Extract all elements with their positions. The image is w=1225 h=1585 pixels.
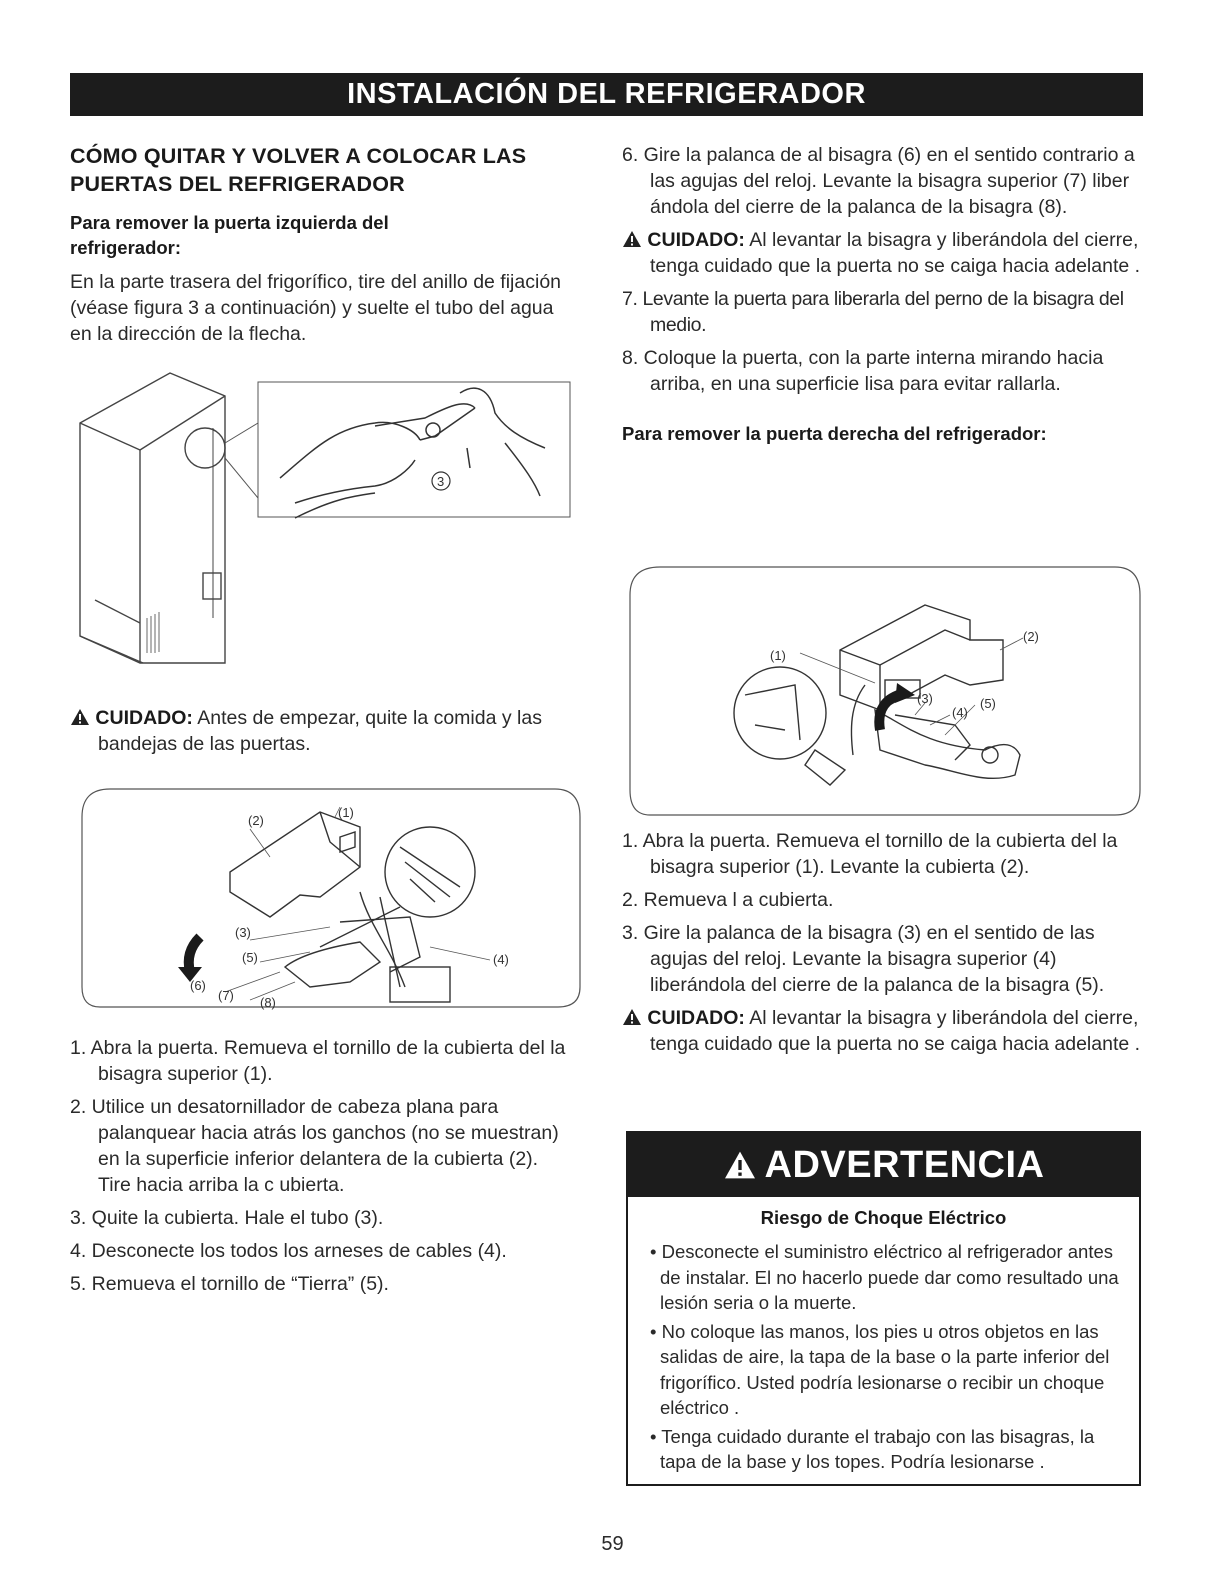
list-item: 2. Remueva l a cubierta. xyxy=(622,889,834,911)
list-item: 5. Remueva el tornillo de “Tierra” (5). xyxy=(70,1273,389,1295)
fig2-label-7: (7) xyxy=(218,988,234,1003)
figure-water-tube xyxy=(75,368,575,673)
warning-list xyxy=(628,1239,1139,1475)
fig3-label-3: (3) xyxy=(917,691,933,706)
figure-right-hinge xyxy=(625,565,1143,825)
list-item: 4. Desconecte los todos los arneses de cables (4). xyxy=(70,1240,507,1262)
warning-triangle-icon xyxy=(723,1150,757,1180)
caution-label: CUIDADO: xyxy=(647,229,745,251)
caution-label: CUIDADO: xyxy=(647,1007,745,1029)
fig2-label-5: (5) xyxy=(242,950,258,965)
section-heading-line2: PUERTAS DEL REFRIGERADOR xyxy=(70,172,405,196)
section-heading xyxy=(70,142,575,198)
list-item: • Tenga cuidado durante el trabajo con las bisagras, la tapa de la base y los topes. Podría lesionarse . xyxy=(650,1425,1095,1472)
warning-subtitle: Riesgo de Choque Eléctrico xyxy=(760,1207,1007,1228)
list-item: 6. Gire la palanca de al bisagra (6) en el sentido contrario a las agujas del reloj. Levante la bisagra superior (7) liber ándola del cierre de la palanca de la bisagra (8). xyxy=(622,144,1135,218)
list-item: 3. Gire la palanca de la bisagra (3) en el sentido de las agujas del reloj. Levante la bisagra superior (4) liberándola del cierre de la palanca de la bisagra (5). xyxy=(622,922,1105,996)
fig1-callout-label: 3 xyxy=(437,474,445,489)
fig2-label-4: (4) xyxy=(493,952,509,967)
fig2-label-1: (1) xyxy=(338,805,354,820)
right-door-subheading: Para remover la puerta derecha del refrigerador: xyxy=(622,423,1047,444)
fig3-label-5: (5) xyxy=(980,696,996,711)
fig3-label-1: (1) xyxy=(770,648,786,663)
caution-label: CUIDADO: xyxy=(95,707,193,729)
warning-box xyxy=(626,1131,1141,1486)
right-steps-b xyxy=(622,286,1142,397)
right-door-steps-block xyxy=(622,828,1142,1064)
fig3-label-2: (2) xyxy=(1023,629,1039,644)
list-item: • No coloque las manos, los pies u otros objetos en las salidas de aire, la tapa de la base o la parte inferior del frigorífico. Usted podría lesionarse o recibir un choque eléctrico . xyxy=(650,1320,1110,1418)
list-item: • Desconecte el suministro eléctrico al refrigerador antes de instalar. El no hacerlo puede dar como resultado una lesión seria o la muerte. xyxy=(650,1241,1119,1313)
left-column xyxy=(70,142,575,347)
warning-triangle-icon xyxy=(622,230,642,248)
warning-triangle-icon xyxy=(622,1008,642,1026)
left-door-steps xyxy=(70,1035,575,1304)
figure-left-hinge xyxy=(70,787,582,1012)
list-item: 2. Utilice un desatornillador de cabeza plana para palanquear hacia atrás los ganchos (no se muestran) en la superficie inferior delantera de la cubierta (2). Tire hacia arriba la c ubierta. xyxy=(70,1096,559,1196)
fig2-label-2: (2) xyxy=(248,813,264,828)
caution-note-3 xyxy=(622,1005,1142,1057)
list-item: 7. Levante la puerta para liberarla del perno de la bisagra del medio. xyxy=(622,288,1124,336)
fig2-label-6: (6) xyxy=(190,978,206,993)
fig2-label-3: (3) xyxy=(235,925,251,940)
intro-paragraph: En la parte trasera del frigorífico, tire del anillo de fijación (véase figura 3 a continuación) y suelte el tubo del agua en la dirección de la flecha. xyxy=(70,271,562,345)
caution-note-1 xyxy=(70,705,603,757)
warning-header xyxy=(628,1133,1139,1197)
section-heading-line1: CÓMO QUITAR Y VOLVER A COLOCAR LAS xyxy=(70,144,527,168)
warning-title: ADVERTENCIA xyxy=(764,1144,1045,1186)
caution-text: Al levantar la bisagra y liberándola del cierre, tenga cuidado que la puerta no se caiga hacia adelante . xyxy=(650,229,1141,277)
caution-note-2 xyxy=(622,227,1142,279)
fig3-label-4: (4) xyxy=(952,705,968,720)
caution-text: Al levantar la bisagra y liberándola del cierre, tenga cuidado que la puerta no se caiga hacia adelante . xyxy=(650,1007,1141,1055)
right-door-steps xyxy=(622,828,1142,998)
right-column xyxy=(622,142,1142,446)
list-item: 8. Coloque la puerta, con la parte interna mirando hacia arriba, en una superficie lisa para evitar rallarla. xyxy=(622,347,1104,395)
warning-triangle-icon xyxy=(70,708,90,726)
page-number: 59 xyxy=(601,1533,624,1555)
caution-text: Antes de empezar, quite la comida y las bandejas de las puertas. xyxy=(98,707,542,755)
list-item: 1. Abra la puerta. Remueva el tornillo de la cubierta del la bisagra superior (1). xyxy=(70,1037,566,1085)
section-banner: INSTALACIÓN DEL REFRIGERADOR xyxy=(70,73,1143,116)
right-steps-a xyxy=(622,142,1142,220)
list-item: 1. Abra la puerta. Remueva el tornillo de la cubierta del la bisagra superior (1). Levante la cubierta (2). xyxy=(622,830,1118,878)
list-item: 3. Quite la cubierta. Hale el tubo (3). xyxy=(70,1207,384,1229)
left-door-subheading: Para remover la puerta izquierda del refrigerador: xyxy=(70,212,389,258)
fig2-label-8: (8) xyxy=(260,995,276,1010)
